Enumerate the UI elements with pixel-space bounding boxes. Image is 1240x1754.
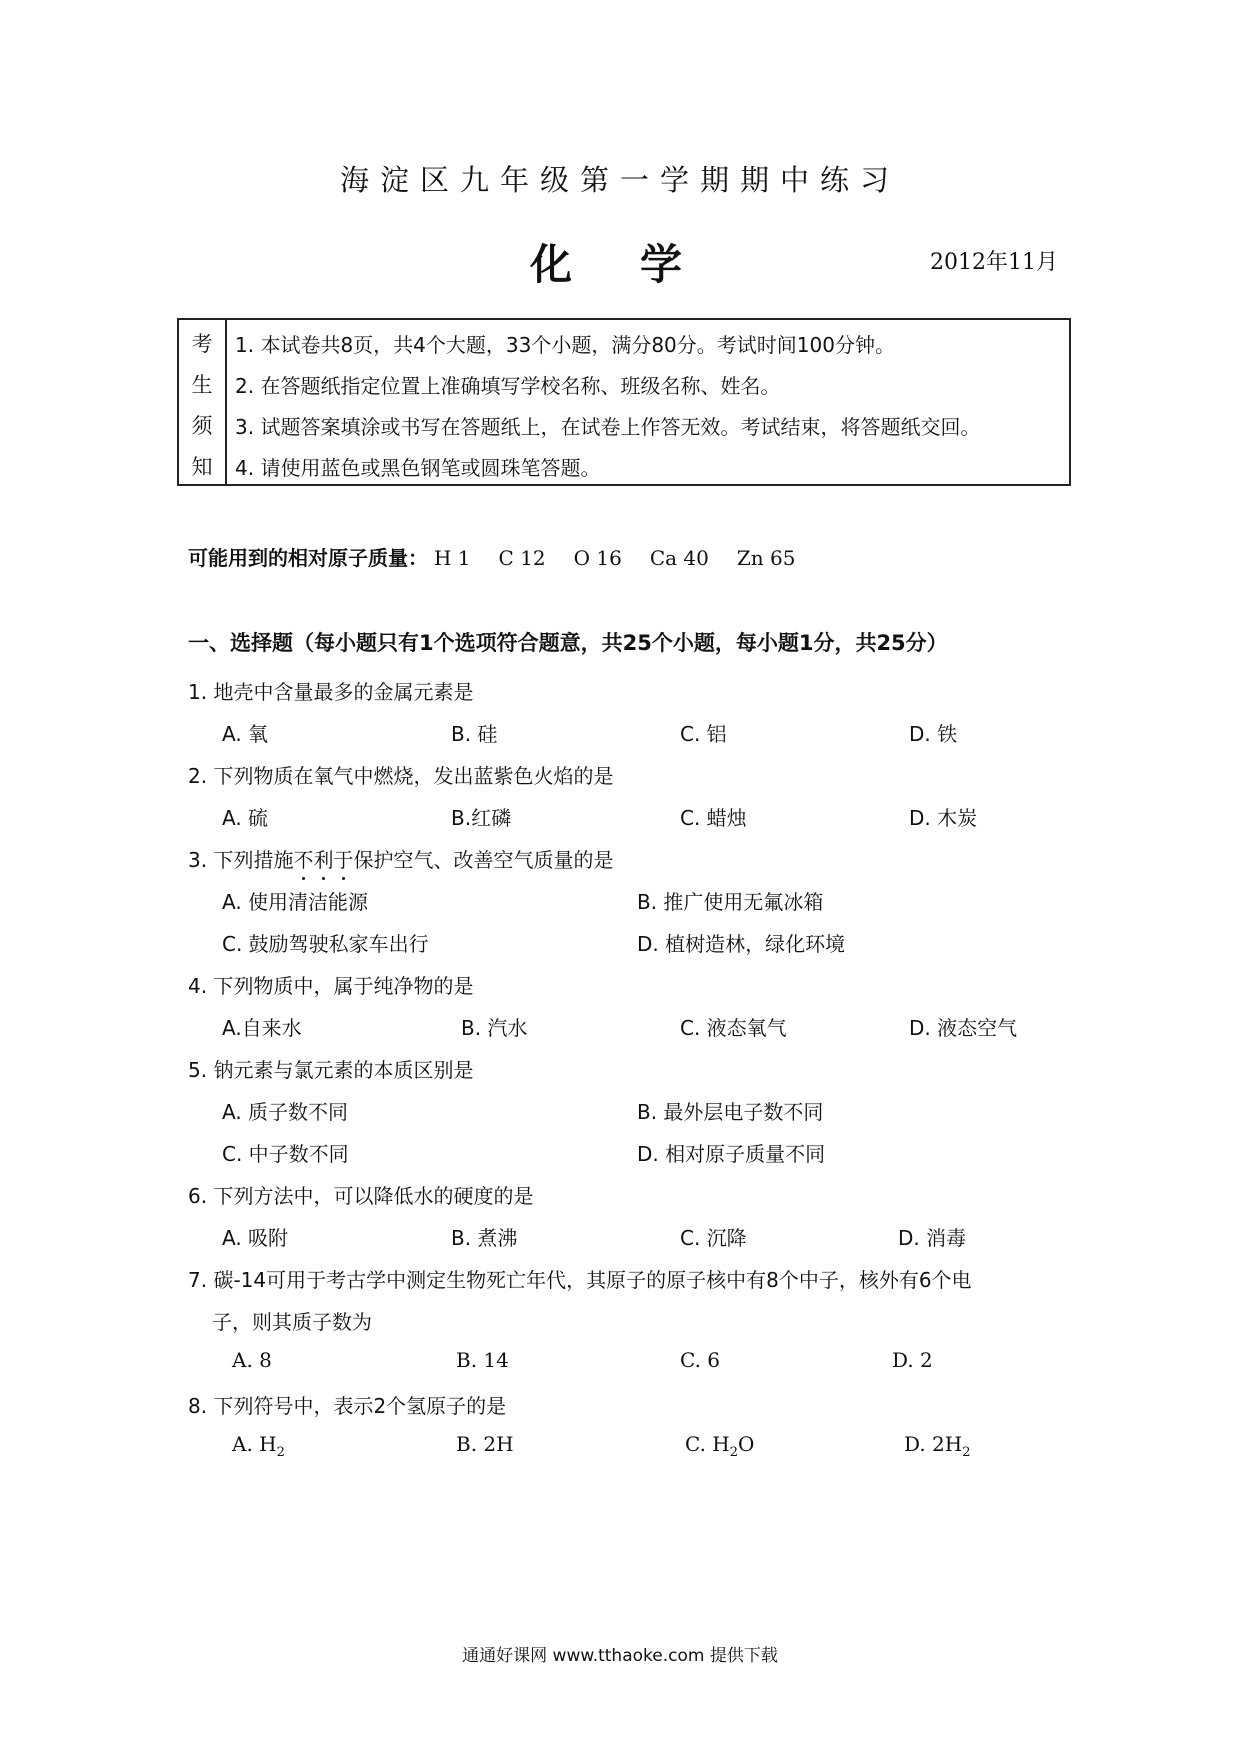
question-option: D. 2 bbox=[892, 1348, 933, 1372]
question-option: B.红磷 bbox=[451, 806, 512, 830]
question-option: B. 硅 bbox=[451, 722, 498, 746]
question-option-formula bbox=[685, 1432, 754, 1460]
question-option: A. 吸附 bbox=[222, 1226, 289, 1250]
question-stem: 4. 下列物质中，属于纯净物的是 bbox=[188, 974, 474, 998]
question-option: B. 最外层电子数不同 bbox=[637, 1100, 824, 1124]
notice-item: 3. 试题答案填涂或书写在答题纸上，在试卷上作答无效。考试结束，将答题纸交回。 bbox=[235, 415, 981, 439]
notice-label-column bbox=[179, 320, 227, 484]
notice-item: 2. 在答题纸指定位置上准确填写学校名称、班级名称、姓名。 bbox=[235, 374, 781, 398]
question-option: B. 推广使用无氟冰箱 bbox=[637, 890, 824, 914]
question-option: C. 中子数不同 bbox=[222, 1142, 349, 1166]
formula-text: D. 2H bbox=[904, 1432, 963, 1456]
question-stem: 5. 钠元素与氯元素的本质区别是 bbox=[188, 1058, 474, 1082]
question-option: A. 使用清洁能源 bbox=[222, 890, 369, 914]
question-option: B. 汽水 bbox=[461, 1016, 528, 1040]
question-option: A. 质子数不同 bbox=[222, 1100, 349, 1124]
question-option: B. 煮沸 bbox=[451, 1226, 518, 1250]
atomic-mass-value: H 1 bbox=[434, 546, 471, 570]
question-option-formula bbox=[456, 1432, 514, 1460]
emph-char: 不 bbox=[293, 848, 314, 872]
atomic-mass-line bbox=[188, 542, 795, 571]
question-stem bbox=[188, 844, 613, 873]
formula-subscript: 2 bbox=[276, 1445, 285, 1460]
question-stem: 2. 下列物质在氧气中燃烧，发出蓝紫色火焰的是 bbox=[188, 764, 614, 788]
question-option: C. 鼓励驾驶私家车出行 bbox=[222, 932, 429, 956]
exam-notice-box bbox=[177, 318, 1071, 486]
emphasized-text bbox=[293, 848, 353, 872]
atomic-mass-value: Ca 40 bbox=[649, 546, 709, 570]
question-option: C. 沉降 bbox=[680, 1226, 747, 1250]
formula-text: A. H bbox=[232, 1432, 277, 1456]
question-option: A.自来水 bbox=[222, 1016, 302, 1040]
question-option: A. 8 bbox=[232, 1348, 272, 1372]
formula-text: O bbox=[738, 1432, 755, 1456]
exam-date: 2012年11月 bbox=[930, 250, 1058, 275]
atomic-mass-label: 可能用到的相对原子质量： bbox=[188, 546, 428, 570]
question-stem: 6. 下列方法中，可以降低水的硬度的是 bbox=[188, 1184, 534, 1208]
emph-char: 利 bbox=[313, 848, 334, 872]
question-option: D. 植树造林，绿化环境 bbox=[637, 932, 846, 956]
page-footer: 通通好课网 www.tthaoke.com 提供下载 bbox=[462, 1646, 778, 1666]
question-option: D. 相对原子质量不同 bbox=[637, 1142, 826, 1166]
question-stem: 1. 地壳中含量最多的金属元素是 bbox=[188, 680, 474, 704]
exam-title: 海淀区九年级第一学期期中练习 bbox=[339, 163, 900, 197]
question-option: D. 消毒 bbox=[898, 1226, 967, 1250]
atomic-mass-value: C 12 bbox=[498, 546, 546, 570]
question-option: C. 6 bbox=[680, 1348, 721, 1372]
question-stem: 7. 碳-14可用于考古学中测定生物死亡年代，其原子的原子核中有8个中子，核外有6个电 bbox=[188, 1268, 972, 1292]
section-heading: 一、选择题（每小题只有1个选项符合题意，共25个小题，每小题1分，共25分） bbox=[188, 631, 948, 655]
question-option: C. 液态氧气 bbox=[680, 1016, 787, 1040]
notice-label-char: 须 bbox=[191, 414, 213, 438]
question-option: D. 铁 bbox=[909, 722, 958, 746]
formula-subscript: 2 bbox=[962, 1445, 971, 1460]
notice-item: 4. 请使用蓝色或黑色钢笔或圆珠笔答题。 bbox=[235, 456, 601, 480]
question-option: C. 蜡烛 bbox=[680, 806, 747, 830]
atomic-mass-value: O 16 bbox=[573, 546, 622, 570]
question-stem-continued: 子，则其质子数为 bbox=[212, 1310, 372, 1334]
formula-subscript: 2 bbox=[729, 1445, 739, 1460]
subject-title: 化学 bbox=[530, 240, 751, 289]
question-option: A. 氧 bbox=[222, 722, 269, 746]
notice-label-char: 知 bbox=[191, 455, 213, 479]
notice-item: 1. 本试卷共8页，共4个大题，33个小题，满分80分。考试时间100分钟。 bbox=[235, 333, 895, 357]
question-option: D. 液态空气 bbox=[909, 1016, 1018, 1040]
stem-text: 3. 下列措施 bbox=[188, 848, 294, 872]
question-option: B. 14 bbox=[456, 1348, 509, 1372]
formula-text: B. 2H bbox=[456, 1432, 514, 1456]
question-option: D. 木炭 bbox=[909, 806, 978, 830]
formula-text: C. H bbox=[685, 1432, 730, 1456]
notice-label-char: 考 bbox=[191, 332, 213, 356]
atomic-mass-value: Zn 65 bbox=[736, 546, 796, 570]
question-option-formula bbox=[904, 1432, 970, 1460]
question-option: C. 铝 bbox=[680, 722, 727, 746]
notice-label-char: 生 bbox=[191, 373, 213, 397]
question-option: A. 硫 bbox=[222, 806, 269, 830]
question-stem: 8. 下列符号中，表示2个氢原子的是 bbox=[188, 1394, 507, 1418]
question-option-formula bbox=[232, 1432, 285, 1460]
emph-char: 于 bbox=[333, 848, 354, 872]
stem-text: 保护空气、改善空气质量的是 bbox=[353, 848, 614, 872]
